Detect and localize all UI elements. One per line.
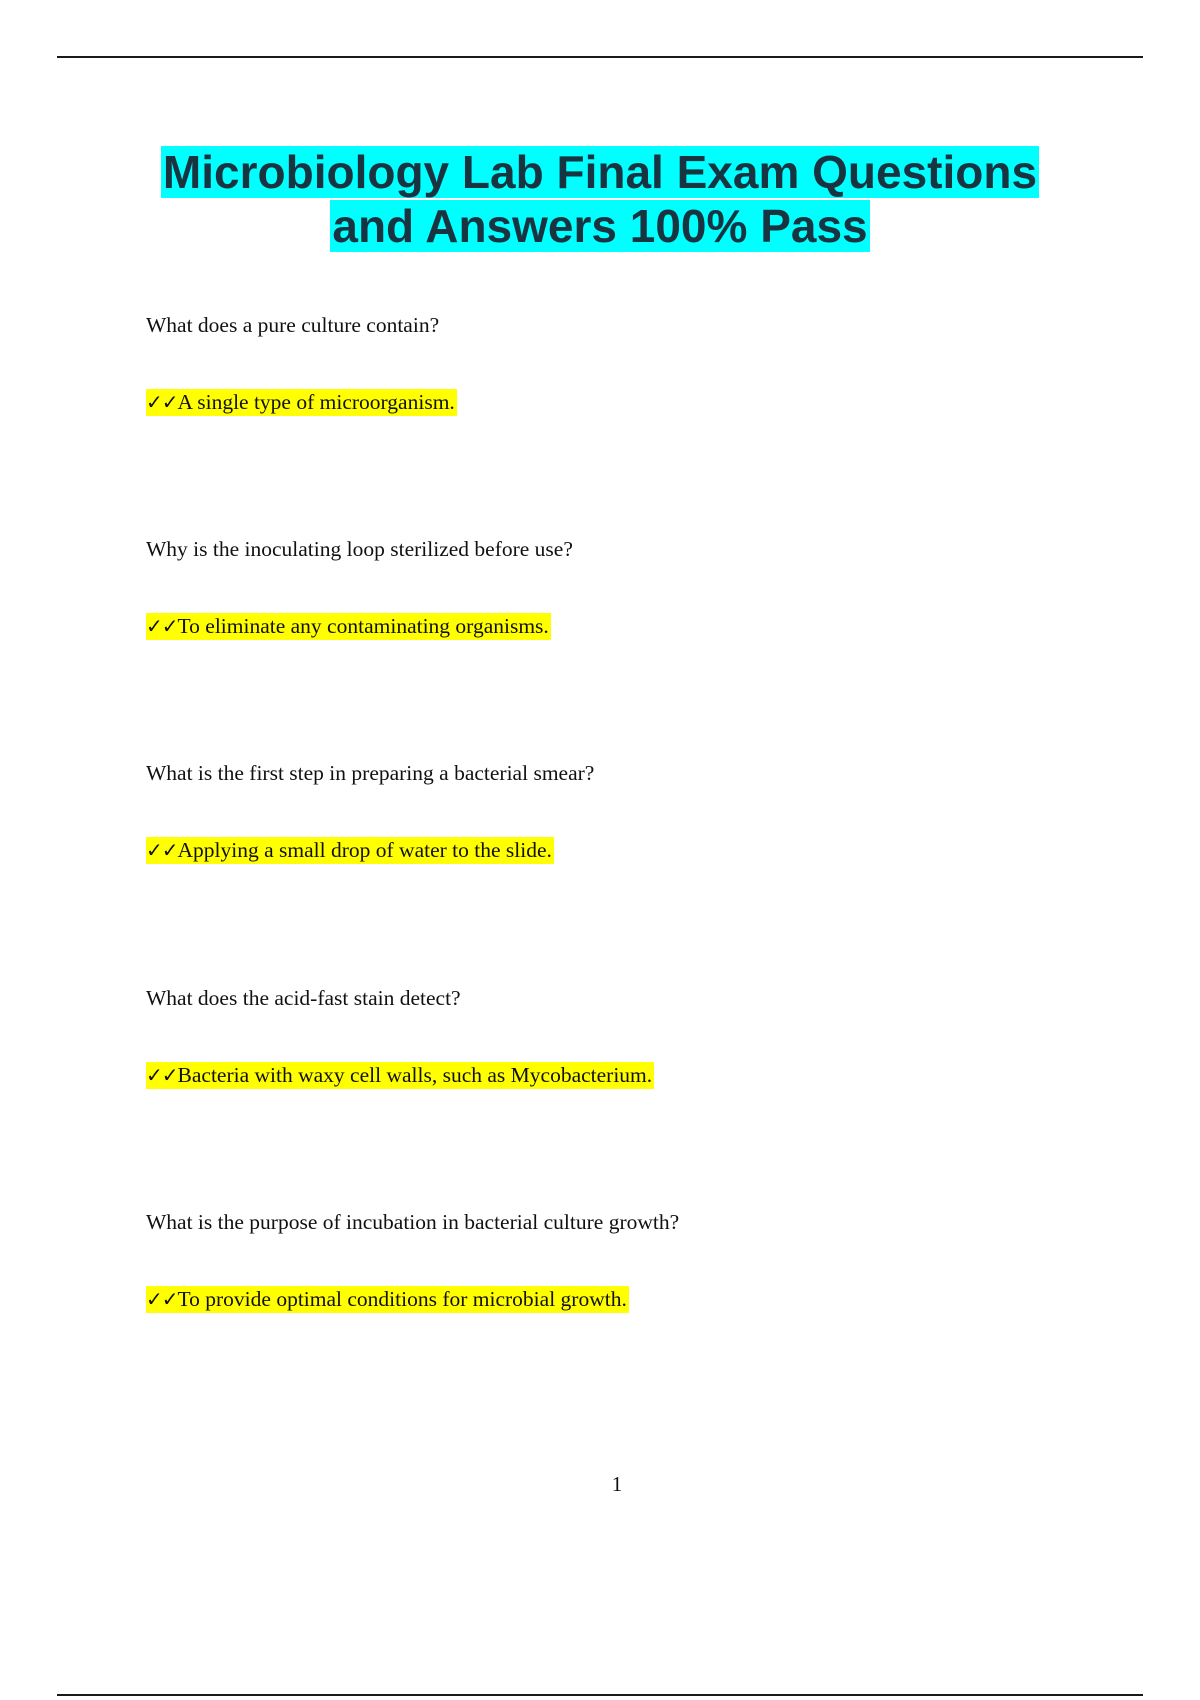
question-text: What is the purpose of incubation in bacterial culture growth? [146, 1210, 680, 1234]
answer-highlight [146, 837, 554, 864]
check-mark-icon: ✓✓ [146, 1287, 178, 1311]
answer-line [146, 835, 554, 865]
title-line-1: Microbiology Lab Final Exam Questions [162, 146, 1038, 198]
answer-line [146, 1284, 629, 1314]
check-mark-icon: ✓✓ [146, 1063, 178, 1087]
page-number: 1 [611, 1472, 623, 1496]
question-text: What does a pure culture contain? [146, 313, 440, 337]
answer-text: Bacteria with waxy cell walls, such as Mycobacterium. [177, 1063, 653, 1087]
document-title [0, 145, 1200, 253]
check-mark-icon: ✓✓ [146, 838, 178, 862]
question-text: Why is the inoculating loop sterilized before use? [146, 537, 573, 561]
title-line-2: and Answers 100% Pass [332, 200, 868, 252]
answer-text: A single type of microorganism. [177, 390, 455, 414]
answer-text: To provide optimal conditions for microbial growth. [177, 1287, 627, 1311]
question-text: What is the first step in preparing a bacterial smear? [146, 761, 595, 785]
answer-highlight [146, 389, 457, 416]
top-rule [57, 56, 1143, 58]
check-mark-icon: ✓✓ [146, 614, 178, 638]
answer-highlight [146, 1286, 629, 1313]
bottom-rule [57, 1694, 1143, 1696]
answer-line [146, 1060, 654, 1090]
answer-highlight [146, 613, 551, 640]
question-text: What does the acid-fast stain detect? [146, 986, 461, 1010]
answer-line [146, 387, 457, 417]
answer-line [146, 611, 551, 641]
answer-highlight [146, 1062, 654, 1089]
answer-text: To eliminate any contaminating organisms. [177, 614, 549, 638]
check-mark-icon: ✓✓ [146, 390, 178, 414]
answer-text: Applying a small drop of water to the slide. [177, 838, 552, 862]
